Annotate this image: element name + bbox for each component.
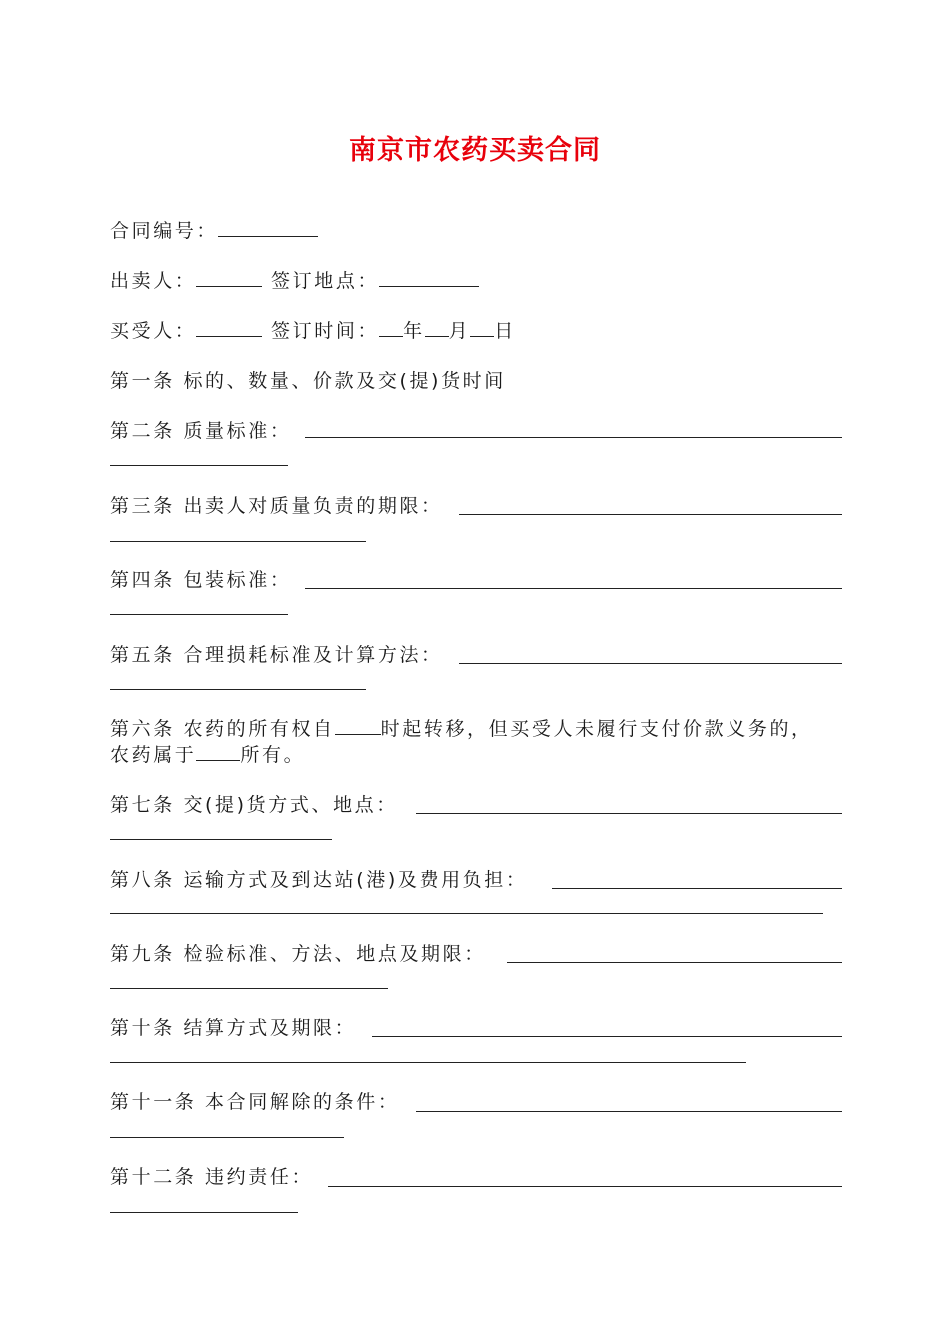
article-11-blank-line-1 (416, 1111, 842, 1112)
article-6-part-1: 第六条 农药的所有权自 (110, 718, 335, 740)
day-label: 日 (494, 320, 516, 342)
article-9-blank-line-1 (507, 962, 842, 963)
article-8-blank-line-2 (110, 913, 823, 914)
article-6-part-2: 时起转移，但买受人未履行支付价款义务的， (380, 718, 813, 740)
article-9-blank-line-2 (110, 988, 388, 989)
article-4-blank-line-1 (305, 588, 842, 589)
article-2: 第二条 质量标准： (110, 420, 292, 442)
article-9: 第九条 检验标准、方法、地点及期限： (110, 943, 486, 965)
seller-label: 出卖人： (110, 270, 197, 292)
article-2-blank-line-2 (110, 465, 288, 466)
article-5-blank-line-2 (110, 689, 366, 690)
article-8-blank-line-1 (552, 888, 842, 889)
article-1: 第一条 标的、数量、价款及交(提)货时间 (110, 370, 506, 392)
article-5-blank-line-1 (459, 663, 842, 664)
article-12: 第十二条 违约责任： (110, 1166, 314, 1188)
year-label: 年 (403, 320, 425, 342)
article-11-blank-line-2 (110, 1137, 344, 1138)
article-7: 第七条 交(提)货方式、地点： (110, 794, 398, 816)
buyer-row (110, 318, 516, 344)
buyer-label: 买受人： (110, 320, 197, 342)
article-6-line-1 (110, 716, 813, 742)
article-7-blank-line-1 (416, 813, 842, 814)
article-8: 第八条 运输方式及到达站(港)及费用负担： (110, 869, 528, 891)
ownership-transfer-blank (335, 716, 381, 735)
article-6-part-3: 农药属于 (110, 744, 197, 766)
month-blank (425, 318, 449, 337)
article-2-blank-line-1 (305, 437, 842, 438)
article-6-line-2 (110, 742, 305, 768)
contract-number-row (110, 218, 318, 244)
article-3-blank-line-2 (110, 541, 366, 542)
article-4-blank-line-2 (110, 614, 288, 615)
article-10-blank-line-2 (110, 1062, 746, 1063)
article-10: 第十条 结算方式及期限： (110, 1017, 357, 1039)
seller-blank (196, 268, 262, 287)
day-blank (470, 318, 494, 337)
article-3: 第三条 出卖人对质量负责的期限： (110, 495, 443, 517)
sign-time-label: 签订时间： (271, 320, 380, 342)
ownership-owner-blank (196, 742, 240, 761)
month-label: 月 (448, 320, 471, 342)
article-3-blank-line-1 (459, 514, 842, 515)
article-12-blank-line-2 (110, 1212, 298, 1213)
article-4: 第四条 包装标准： (110, 569, 292, 591)
sign-place-blank (379, 268, 479, 287)
buyer-blank (196, 318, 262, 337)
article-5: 第五条 合理损耗标准及计算方法： (110, 644, 443, 666)
sign-place-label: 签订地点： (271, 270, 380, 292)
article-6-part-4: 所有。 (240, 744, 306, 766)
article-7-blank-line-2 (110, 839, 332, 840)
seller-row (110, 268, 479, 294)
contract-number-label: 合同编号： (110, 220, 219, 242)
year-blank (379, 318, 403, 337)
article-12-blank-line-1 (328, 1186, 842, 1187)
document-title: 南京市农药买卖合同 (349, 135, 601, 166)
contract-number-blank (218, 218, 318, 237)
article-11: 第十一条 本合同解除的条件： (110, 1091, 400, 1113)
article-10-blank-line-1 (372, 1036, 842, 1037)
